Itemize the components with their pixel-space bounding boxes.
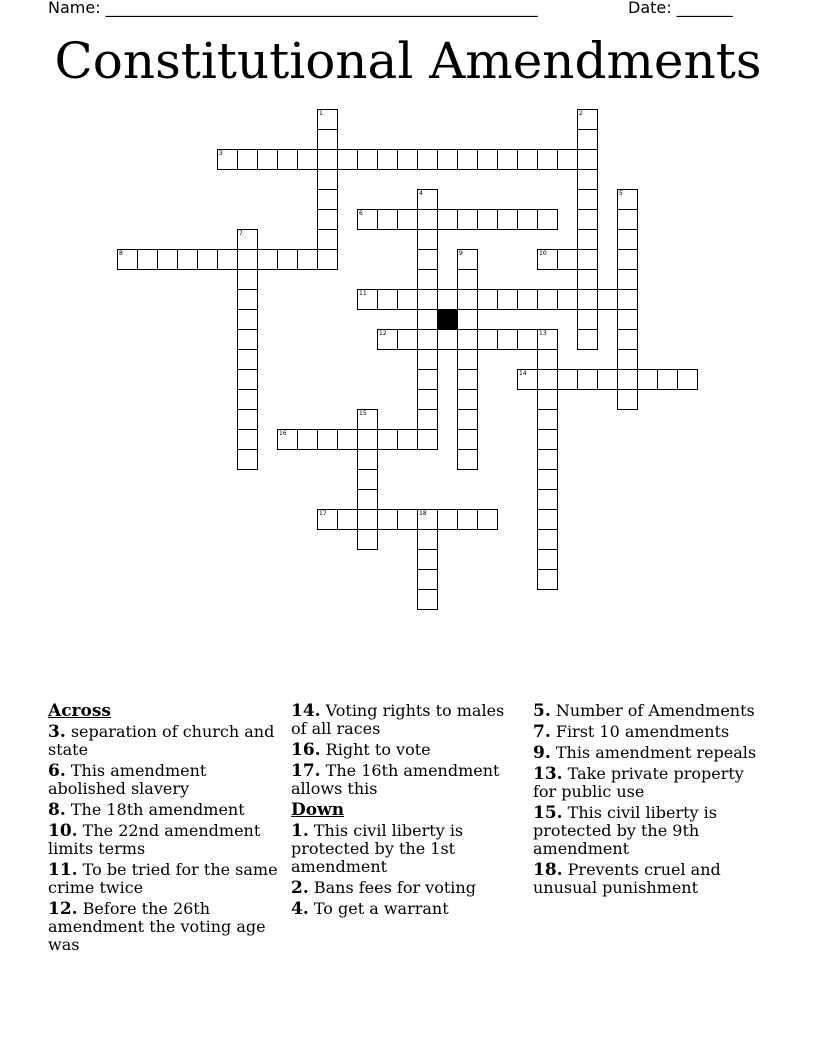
grid-cell[interactable] <box>437 149 458 170</box>
grid-cell[interactable] <box>377 149 398 170</box>
grid-cell[interactable] <box>277 149 298 170</box>
clue-column-3 <box>533 702 765 900</box>
clue-item-text: Voting rights to males of all races <box>291 701 505 738</box>
grid-cell[interactable] <box>177 249 198 270</box>
grid-cell[interactable] <box>557 249 578 270</box>
grid-cell[interactable] <box>457 249 478 270</box>
grid-cell[interactable] <box>537 409 558 430</box>
grid-cell[interactable] <box>457 429 478 450</box>
grid-cell[interactable] <box>397 209 418 230</box>
grid-cell[interactable] <box>617 209 638 230</box>
grid-cell[interactable] <box>537 469 558 490</box>
grid-cell[interactable] <box>197 249 218 270</box>
grid-cell[interactable] <box>417 589 438 610</box>
grid-cell[interactable] <box>517 329 538 350</box>
date-field-label: Date: _______ <box>628 0 733 17</box>
grid-cell[interactable] <box>237 429 258 450</box>
grid-cell[interactable] <box>297 249 318 270</box>
grid-cell[interactable] <box>537 489 558 510</box>
clue-number: 4 <box>419 190 423 197</box>
clue-item-number: 18. <box>533 860 563 880</box>
clue-item-number: 11. <box>48 860 78 880</box>
grid-cell[interactable] <box>237 289 258 310</box>
clue-item-number: 5. <box>533 701 551 721</box>
clue-item <box>533 765 765 801</box>
clue-number: 7 <box>239 230 243 237</box>
grid-cell[interactable] <box>577 169 598 190</box>
clue-item <box>48 723 280 759</box>
clue-number: 14 <box>519 370 527 377</box>
grid-cell[interactable] <box>417 569 438 590</box>
grid-cell[interactable] <box>397 329 418 350</box>
grid-cell[interactable] <box>337 429 358 450</box>
grid-cell[interactable] <box>477 289 498 310</box>
grid-cell[interactable] <box>417 149 438 170</box>
grid-cell[interactable] <box>537 509 558 530</box>
clue-item-text: Before the 26th amendment the voting age was <box>48 899 266 954</box>
grid-cell[interactable] <box>577 229 598 250</box>
clue-item <box>533 702 765 720</box>
grid-cell[interactable] <box>237 309 258 330</box>
page-title: Constitutional Amendments <box>54 32 762 90</box>
grid-cell[interactable] <box>437 509 458 530</box>
grid-cell[interactable] <box>397 509 418 530</box>
grid-cell[interactable] <box>457 349 478 370</box>
down-heading: Down <box>291 800 345 820</box>
grid-cell[interactable] <box>377 429 398 450</box>
clue-item <box>533 804 765 858</box>
grid-cell[interactable] <box>617 229 638 250</box>
grid-cell[interactable] <box>457 449 478 470</box>
grid-cell[interactable] <box>257 249 278 270</box>
grid-cell[interactable] <box>237 149 258 170</box>
grid-cell[interactable] <box>657 369 678 390</box>
clue-number: 16 <box>279 430 287 437</box>
clue-item-text: separation of church and state <box>48 722 275 759</box>
grid-cell[interactable] <box>617 189 638 210</box>
clue-number: 18 <box>419 510 427 517</box>
clue-item <box>291 741 523 759</box>
grid-cell[interactable] <box>617 329 638 350</box>
clue-number: 12 <box>379 330 387 337</box>
grid-cell[interactable] <box>477 209 498 230</box>
grid-cell[interactable] <box>317 209 338 230</box>
grid-cell[interactable] <box>357 409 378 430</box>
clue-item-number: 8. <box>48 800 66 820</box>
grid-cell[interactable] <box>417 229 438 250</box>
grid-cell[interactable] <box>357 509 378 530</box>
grid-cell[interactable] <box>277 429 298 450</box>
grid-cell[interactable] <box>417 549 438 570</box>
clue-number: 15 <box>359 410 367 417</box>
grid-cell[interactable] <box>417 289 438 310</box>
clue-item-number: 15. <box>533 803 563 823</box>
name-field-label: Name: ______________________________________________________ <box>48 0 538 17</box>
grid-cell[interactable] <box>417 349 438 370</box>
clue-item <box>533 744 765 762</box>
grid-cell[interactable] <box>517 289 538 310</box>
grid-cell[interactable] <box>457 389 478 410</box>
grid-cell[interactable] <box>417 189 438 210</box>
clue-item-number: 1. <box>291 821 309 841</box>
grid-cell[interactable] <box>477 509 498 530</box>
grid-cell[interactable] <box>417 509 438 530</box>
grid-cell[interactable] <box>377 509 398 530</box>
grid-cell[interactable] <box>417 269 438 290</box>
clue-item <box>533 861 765 897</box>
grid-cell[interactable] <box>357 429 378 450</box>
clue-item-number: 14. <box>291 701 321 721</box>
clue-item-number: 6. <box>48 761 66 781</box>
grid-cell[interactable] <box>677 369 698 390</box>
grid-cell[interactable] <box>237 329 258 350</box>
clue-item <box>291 879 523 897</box>
grid-cell[interactable] <box>537 449 558 470</box>
grid-cell[interactable] <box>317 149 338 170</box>
grid-cell[interactable] <box>517 369 538 390</box>
grid-cell[interactable] <box>317 429 338 450</box>
grid-cell[interactable] <box>517 209 538 230</box>
grid-cell[interactable] <box>417 369 438 390</box>
grid-cell[interactable] <box>617 309 638 330</box>
grid-cell[interactable] <box>377 209 398 230</box>
grid-cell[interactable] <box>457 309 478 330</box>
grid-cell[interactable] <box>337 509 358 530</box>
grid-cell[interactable] <box>577 189 598 210</box>
clue-number: 9 <box>459 250 463 257</box>
grid-cell[interactable] <box>317 229 338 250</box>
clue-item-number: 10. <box>48 821 78 841</box>
grid-cell[interactable] <box>577 289 598 310</box>
grid-cell[interactable] <box>457 509 478 530</box>
clue-number: 6 <box>359 210 363 217</box>
down-clue-list-continued <box>533 702 765 897</box>
grid-cell[interactable] <box>417 329 438 350</box>
grid-cell[interactable] <box>537 569 558 590</box>
grid-cell[interactable] <box>537 549 558 570</box>
clue-item-text: This amendment abolished slavery <box>48 761 207 798</box>
grid-cell[interactable] <box>457 289 478 310</box>
grid-cell[interactable] <box>497 329 518 350</box>
clue-item-number: 17. <box>291 761 321 781</box>
grid-cell[interactable] <box>317 189 338 210</box>
grid-cell[interactable] <box>537 389 558 410</box>
grid-cell[interactable] <box>577 109 598 130</box>
grid-cell[interactable] <box>117 249 138 270</box>
grid-cell[interactable] <box>417 389 438 410</box>
grid-cell[interactable] <box>637 369 658 390</box>
grid-cell[interactable] <box>377 329 398 350</box>
grid-cell[interactable] <box>277 249 298 270</box>
clue-number: 3 <box>219 150 223 157</box>
grid-cell[interactable] <box>417 249 438 270</box>
across-clue-list <box>48 723 280 954</box>
grid-cell[interactable] <box>417 209 438 230</box>
clue-item-text: Bans fees for voting <box>308 878 476 897</box>
clue-number: 1 <box>319 110 323 117</box>
clue-item <box>533 723 765 741</box>
grid-cell[interactable] <box>617 369 638 390</box>
clue-item-text: First 10 amendments <box>550 722 730 741</box>
grid-cell[interactable] <box>577 249 598 270</box>
grid-cell[interactable] <box>597 369 618 390</box>
grid-cell[interactable] <box>397 149 418 170</box>
grid-cell[interactable] <box>497 289 518 310</box>
clue-item <box>291 702 523 738</box>
grid-cell[interactable] <box>497 149 518 170</box>
clue-item-text: This civil liberty is protected by the 9th amendment <box>533 803 717 858</box>
grid-cell[interactable] <box>577 209 598 230</box>
grid-cell[interactable] <box>617 289 638 310</box>
clue-item <box>48 900 280 954</box>
grid-cell[interactable] <box>317 109 338 130</box>
grid-cell[interactable] <box>357 209 378 230</box>
clue-item-text: Number of Amendments <box>550 701 755 720</box>
grid-cell[interactable] <box>237 449 258 470</box>
clue-item-number: 7. <box>533 722 551 742</box>
grid-cell[interactable] <box>317 509 338 530</box>
grid-cell[interactable] <box>457 409 478 430</box>
grid-cell[interactable] <box>237 229 258 250</box>
grid-cell[interactable] <box>537 289 558 310</box>
clue-item-text: Right to vote <box>320 740 431 759</box>
grid-cell[interactable] <box>557 289 578 310</box>
grid-cell[interactable] <box>597 289 618 310</box>
grid-cell[interactable] <box>157 249 178 270</box>
grid-cell[interactable] <box>437 209 458 230</box>
grid-cell[interactable] <box>497 209 518 230</box>
clue-number: 2 <box>579 110 583 117</box>
clue-item-number: 13. <box>533 764 563 784</box>
clue-item-text: Prevents cruel and unusual punishment <box>533 860 721 897</box>
grid-cell[interactable] <box>237 249 258 270</box>
clue-number: 5 <box>619 190 623 197</box>
black-cell <box>437 309 458 330</box>
grid-cell[interactable] <box>537 429 558 450</box>
grid-cell[interactable] <box>557 369 578 390</box>
grid-cell[interactable] <box>537 249 558 270</box>
clue-item <box>291 822 523 876</box>
grid-cell[interactable] <box>417 429 438 450</box>
grid-cell[interactable] <box>577 129 598 150</box>
grid-cell[interactable] <box>537 529 558 550</box>
grid-cell[interactable] <box>397 429 418 450</box>
clue-number: 8 <box>119 250 123 257</box>
clue-item-text: The 16th amendment allows this <box>291 761 500 798</box>
grid-cell[interactable] <box>537 349 558 370</box>
grid-cell[interactable] <box>337 149 358 170</box>
grid-cell[interactable] <box>317 249 338 270</box>
clue-item-number: 3. <box>48 722 66 742</box>
clue-item-number: 12. <box>48 899 78 919</box>
grid-cell[interactable] <box>137 249 158 270</box>
grid-cell[interactable] <box>437 329 458 350</box>
clue-column-2 <box>291 702 523 921</box>
grid-cell[interactable] <box>297 149 318 170</box>
clue-number: 17 <box>319 510 327 517</box>
grid-cell[interactable] <box>537 329 558 350</box>
clue-item <box>48 822 280 858</box>
clue-item <box>48 801 280 819</box>
clue-item-number: 2. <box>291 878 309 898</box>
grid-cell[interactable] <box>317 169 338 190</box>
clue-item <box>48 762 280 798</box>
grid-cell[interactable] <box>537 149 558 170</box>
clue-item-text: This civil liberty is protected by the 1st amendment <box>291 821 464 876</box>
grid-cell[interactable] <box>237 349 258 370</box>
clue-item-text: Take private property for public use <box>533 764 744 801</box>
grid-cell[interactable] <box>357 529 378 550</box>
grid-cell[interactable] <box>517 149 538 170</box>
grid-cell[interactable] <box>537 369 558 390</box>
grid-cell[interactable] <box>617 249 638 270</box>
grid-cell[interactable] <box>617 349 638 370</box>
down-clue-list <box>291 822 523 918</box>
grid-cell[interactable] <box>617 389 638 410</box>
clue-item <box>291 900 523 918</box>
grid-cell[interactable] <box>617 269 638 290</box>
grid-cell[interactable] <box>577 149 598 170</box>
across-heading: Across <box>48 701 111 721</box>
grid-cell[interactable] <box>477 149 498 170</box>
grid-cell[interactable] <box>237 269 258 290</box>
grid-cell[interactable] <box>377 289 398 310</box>
grid-cell[interactable] <box>237 369 258 390</box>
grid-cell[interactable] <box>357 149 378 170</box>
clue-item-text: To get a warrant <box>308 899 449 918</box>
clue-item-number: 4. <box>291 899 309 919</box>
clue-number: 13 <box>539 330 547 337</box>
clue-item-number: 16. <box>291 740 321 760</box>
grid-cell[interactable] <box>257 149 278 170</box>
clue-item <box>291 762 523 798</box>
grid-cell[interactable] <box>417 529 438 550</box>
grid-cell[interactable] <box>217 149 238 170</box>
grid-cell[interactable] <box>397 289 418 310</box>
clue-item-text: To be tried for the same crime twice <box>48 860 278 897</box>
grid-cell[interactable] <box>417 409 438 430</box>
grid-cell[interactable] <box>417 309 438 330</box>
grid-cell[interactable] <box>577 369 598 390</box>
grid-cell[interactable] <box>237 389 258 410</box>
clue-item-text: This amendment repeals <box>550 743 757 762</box>
clue-item-text: The 22nd amendment limits terms <box>48 821 261 858</box>
grid-cell[interactable] <box>457 269 478 290</box>
grid-cell[interactable] <box>577 269 598 290</box>
grid-cell[interactable] <box>537 209 558 230</box>
clue-item <box>48 861 280 897</box>
grid-cell[interactable] <box>357 289 378 310</box>
grid-cell[interactable] <box>237 409 258 430</box>
grid-cell[interactable] <box>357 449 378 470</box>
grid-cell[interactable] <box>457 329 478 350</box>
grid-cell[interactable] <box>297 429 318 450</box>
grid-cell[interactable] <box>457 369 478 390</box>
grid-cell[interactable] <box>577 309 598 330</box>
grid-cell[interactable] <box>357 469 378 490</box>
grid-cell[interactable] <box>457 209 478 230</box>
clue-number: 10 <box>539 250 547 257</box>
grid-cell[interactable] <box>357 489 378 510</box>
clue-item-text: The 18th amendment <box>65 800 245 819</box>
grid-cell[interactable] <box>557 149 578 170</box>
clue-number: 11 <box>359 290 367 297</box>
grid-cell[interactable] <box>437 289 458 310</box>
grid-cell[interactable] <box>577 329 598 350</box>
across-clue-list-continued <box>291 702 523 798</box>
grid-cell[interactable] <box>317 129 338 150</box>
grid-cell[interactable] <box>457 149 478 170</box>
grid-cell[interactable] <box>217 249 238 270</box>
clue-item-number: 9. <box>533 743 551 763</box>
clue-column-1 <box>48 702 280 957</box>
grid-cell[interactable] <box>477 329 498 350</box>
